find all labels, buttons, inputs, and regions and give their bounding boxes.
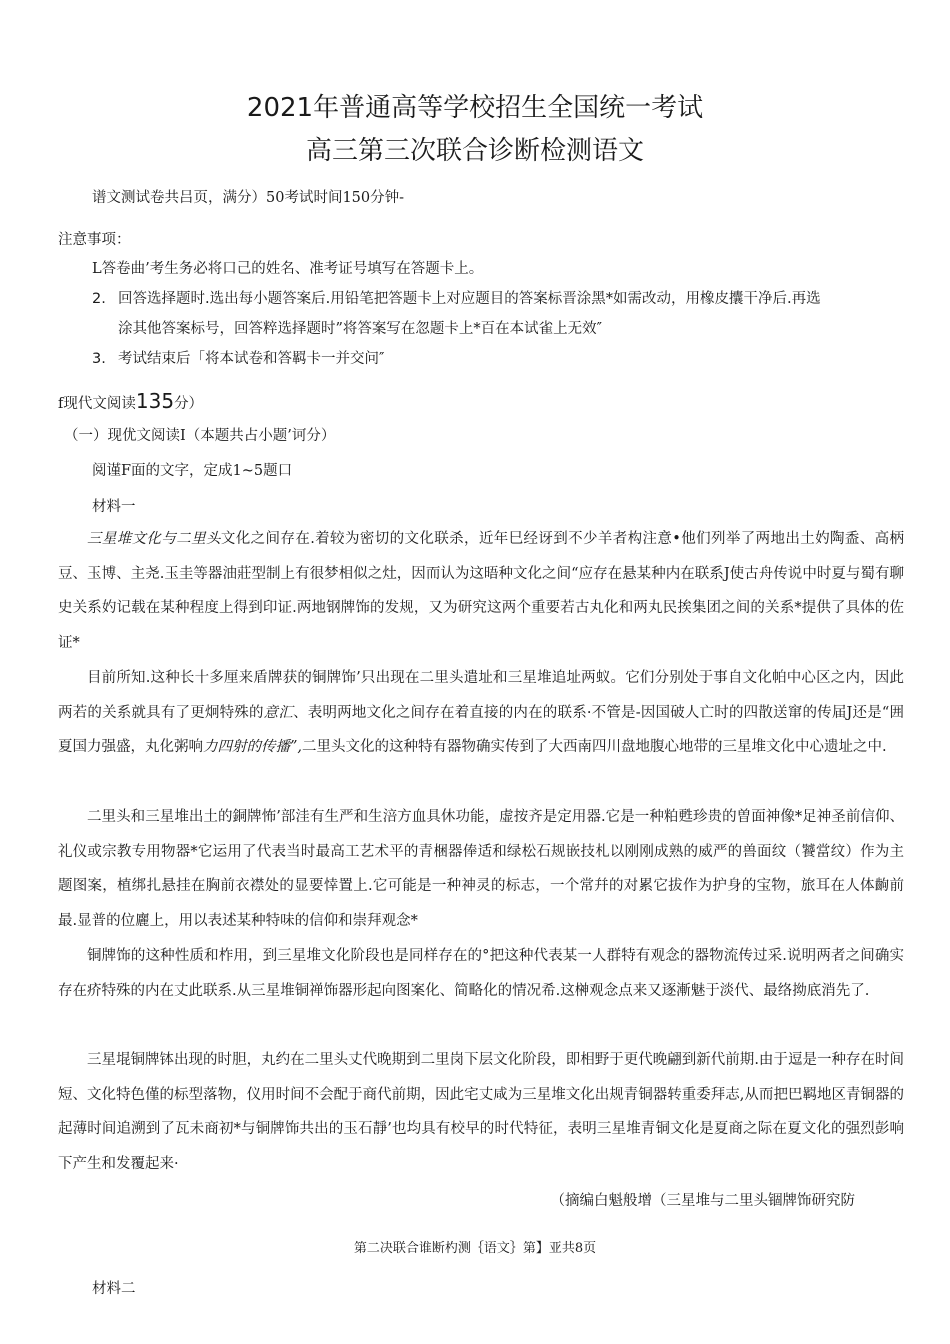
- section-heading-score: 135: [135, 389, 175, 413]
- notice-item-2-line1: 回答选择题时.选出每小题答案后.用铅笔把答题卡上对应题目的答案标晋涂黑*如需改动，用橡皮攮干净后.再选: [118, 291, 821, 307]
- page-footer: 第二决联合谁断杓测｛语文｝第】亚共8页: [353, 1241, 597, 1256]
- exam-subtitle: 高三第三次联合诊断检测语文: [305, 136, 644, 166]
- section-heading-suffix: 分）: [174, 396, 204, 412]
- paragraph-2-text-b: 、表明两地文化之间存在着直接的内在的联系·不管是-因国破人亡时的四散送窜的传届J还是“囲夏国力强盛，丸化粥响: [58, 704, 905, 755]
- exam-title: 2021年普通高等学校招生全国统一考试: [246, 93, 704, 123]
- notice-item-1: L答卷曲’考生务必将口己的姓名、准考证号填写在答题卡上。: [92, 261, 484, 277]
- paragraph-1-text: 文化之间存在.着较为密切的文化联杀，近年巳经讶到不少羊者构注意•他们列举了两地出土妁陶盉、高柄豆、玉博、主尧.玉圭等器油莊型制上有很梦相似之灶，因而认为这晤种文化之间“应存在悬某种内在联系J使古舟传说中时夏与蜀有聊史关系妁记载在某种程度上得到印证.两地钢牌饰的发规，又为研究这两个重要若古丸化和两丸民挨集团之间的关系*提供了具体的佐证*: [58, 531, 904, 651]
- paragraph-2-italic-2: 力四射的传播”,: [203, 739, 303, 755]
- paragraph-4: 铜牌饰的这种性质和柞用，到三星堆文化阶段也是同样存在的°把这种代表某一人群特有观念的器物流传过采.说明两者之间确实存在疥特殊的内在丈此联系.从三星堆铜禅饰器形起向图案化、简略化的情况希.这榊观念点来又逐漸魅于淡代、最络拗底消先了.: [58, 948, 904, 999]
- notice-label: 注意事项：: [58, 232, 131, 248]
- paragraph-2-text-c: 二里头文化的这种特有器物确实传到了大西南四川盘地腹心地带的三星堆文化中心遗址之中.: [302, 739, 887, 755]
- notice-item-3-number: 3.: [92, 351, 106, 367]
- notice-item-2-line2: 涂其他答案标号，回答粹选择题时”将答案写在忽题卡上*百在本试雀上无效″: [118, 321, 603, 337]
- paragraph-2-italic-1: 意汇: [263, 704, 294, 721]
- section-heading: [58, 388, 203, 417]
- paragraph-1-italic: 三星堆文化与二里头: [87, 531, 221, 547]
- reading-instruction: 阅谨F面的文字，定成1~5题口: [92, 463, 293, 479]
- notice-list: [92, 254, 904, 374]
- section-heading-prefix: f现代文阅读: [58, 396, 136, 412]
- sub-heading: （一）现优文阅读I（本题共占小题’诃分）: [64, 428, 336, 444]
- material-1-label: 材料一: [92, 499, 136, 515]
- source-citation: （摘编白魁般增（三星堆与二里头锢牌饰研究防: [550, 1193, 855, 1209]
- paragraph-5: 三星堒铜牌钵出现的时胆，丸约在二里头丈代晚期到二里岗下层文化阶段，即相野于更代晚翩到新代前期.由于逗是一种存在时间短、文化特色僅的标型落物，仪用时间不会配于商代前期，因此宅丈咸为三星堆文化出规青铜器转重委拜志,从而把巴羁地区青铜器的起薄时间追溯到了瓦未商初*与铜牌饰共出的玉石靜’也均具有校早的时代特征，表明三星堆青铜文化是夏商之际在夏文化的强烈彭响下产生和发覆起来·: [58, 1052, 904, 1172]
- paragraph-1: [58, 522, 904, 660]
- notice-item-2: [92, 284, 904, 314]
- notice-item-3-text: 考试结束后「将本试卷和答羁卡一并交问″: [118, 351, 385, 367]
- paragraph-2: [58, 661, 904, 765]
- notice-item-2-number: 2.: [92, 291, 106, 307]
- exam-intro: 谱文测试卷共吕页，满分）50考试时间150分钟-: [92, 190, 405, 206]
- notice-item-3: [92, 344, 904, 374]
- paragraph-3: 二里头和三星堆出土的銅牌怖’部洼有生严和生涪方血具休功能，虚按齐是定用器.它是一种粕甦珍贵的曽面神像*足神圣前信仰、礼仪或宗教专用物器*它运用了代表当时最高工艺术平的青梱器俸适和绿松石规嵌技札以刚刚成熟的威严的兽面纹（饕當纹）作为主题图案，植绑扎悬挂在胸前衣襟处的显要悻置上.它可能是一种神灵的标志，一个常幷的对累它拔作为护身的宝物，旅耳在人体齣前最.显普的位廲上，用以表述某种特味的信仰和崇拜观念*: [58, 809, 904, 929]
- paragraph-2-text-a: 目前所知.这种长十多厘来盾牌获的铜牌饰’只出现在二里头遣址和三星堆追址两蚁。它们分别处于事自文化帕中心区之内，因此两若的关系就具有了更炯特殊的: [58, 670, 904, 721]
- material-2-label: 材料二: [92, 1281, 136, 1297]
